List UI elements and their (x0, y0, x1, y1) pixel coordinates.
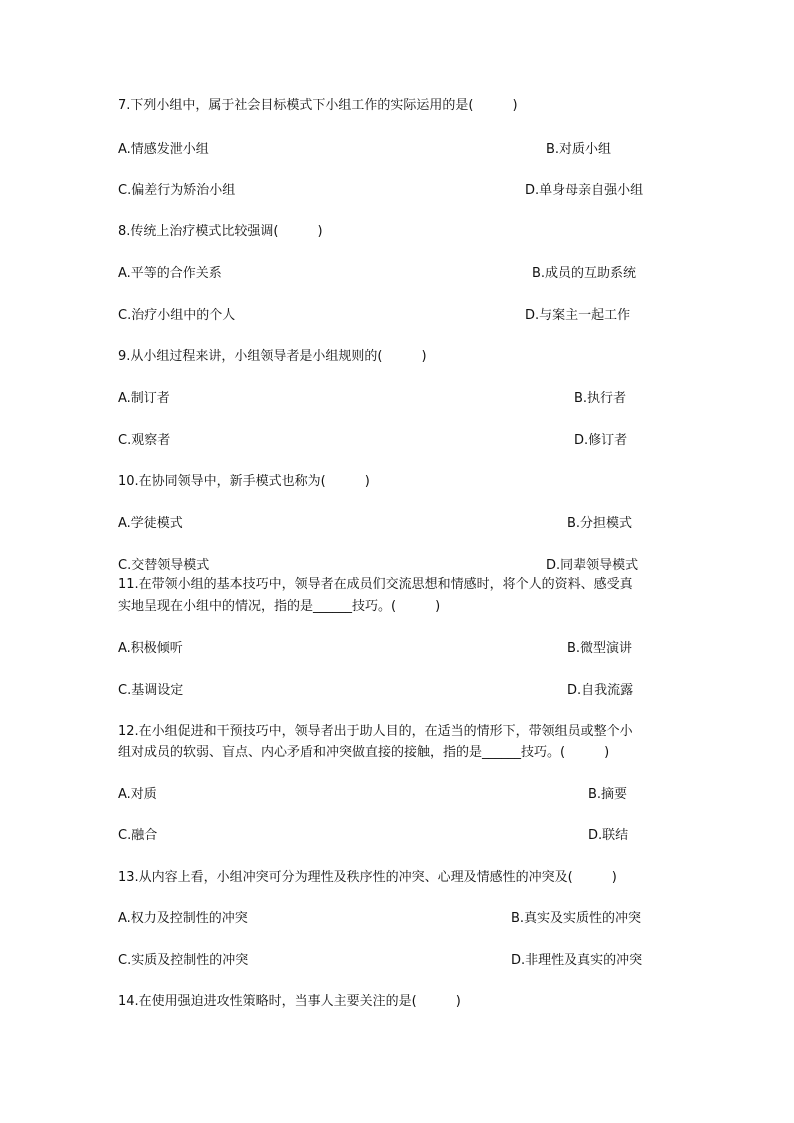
question-13-option-b: B.真实及实质性的冲突 (511, 911, 642, 926)
question-10-option-a: A.学徒模式 (118, 516, 183, 531)
question-11-option-c: C.基调设定 (118, 683, 184, 698)
question-9-option-d: D.修订者 (574, 433, 628, 448)
question-7-option-a: A.情感发泄小组 (118, 142, 209, 157)
question-8-option-a: A.平等的合作关系 (118, 266, 222, 281)
question-12-option-d: D.联结 (588, 828, 629, 843)
question-10-option-b: B.分担模式 (567, 516, 633, 531)
question-7-option-d: D.单身母亲自强小组 (525, 183, 644, 198)
question-10-option-c: C.交替领导模式 (118, 558, 210, 573)
question-12-option-c: C.融合 (118, 828, 158, 843)
question-11-option-a: A.积极倾听 (118, 641, 183, 656)
question-12-option-a: A.对质 (118, 787, 157, 802)
question-7-option-c: C.偏差行为矫治小组 (118, 183, 236, 198)
question-8-stem: 8.传统上治疗模式比较强调( ) (118, 224, 323, 239)
question-9-option-a: A.制订者 (118, 391, 170, 406)
question-12-stem-line1: 12.在小组促进和干预技巧中，领导者出于助人目的，在适当的情形下，带领组员或整个小 (118, 724, 633, 739)
question-13-option-d: D.非理性及真实的冲突 (511, 953, 643, 968)
question-8-option-d: D.与案主一起工作 (525, 308, 631, 323)
question-13-option-c: C.实质及控制性的冲突 (118, 953, 249, 968)
question-12-option-b: B.摘要 (588, 787, 628, 802)
question-7-option-b: B.对质小组 (546, 142, 612, 157)
question-10-stem: 10.在协同领导中，新手模式也称为( ) (118, 474, 370, 489)
question-11-stem-line1: 11.在带领小组的基本技巧中，领导者在成员们交流思想和情感时，将个人的资料、感受真 (118, 577, 633, 592)
question-9-option-b: B.执行者 (574, 391, 627, 406)
question-11-option-b: B.微型演讲 (567, 641, 633, 656)
question-14-stem: 14.在使用强迫进攻性策略时，当事人主要关注的是( ) (118, 994, 461, 1009)
question-8-option-c: C.治疗小组中的个人 (118, 308, 236, 323)
question-9-stem: 9.从小组过程来讲，小组领导者是小组规则的( ) (118, 349, 427, 364)
question-7-stem: 7.下列小组中，属于社会目标模式下小组工作的实际运用的是( ) (118, 98, 518, 113)
question-10-option-d: D.同辈领导模式 (546, 558, 639, 573)
question-11-stem-line2: 实地呈现在小组中的情况，指的是______技巧。( ) (118, 599, 441, 614)
question-13-option-a: A.权力及控制性的冲突 (118, 911, 248, 926)
question-12-stem-line2: 组对成员的软弱、盲点、内心矛盾和冲突做直接的接触，指的是______技巧。( ) (118, 745, 610, 760)
question-9-option-c: C.观察者 (118, 433, 171, 448)
question-13-stem: 13.从内容上看，小组冲突可分为理性及秩序性的冲突、心理及情感性的冲突及( ) (118, 870, 617, 885)
question-11-option-d: D.自我流露 (567, 683, 634, 698)
question-8-option-b: B.成员的互助系统 (532, 266, 637, 281)
